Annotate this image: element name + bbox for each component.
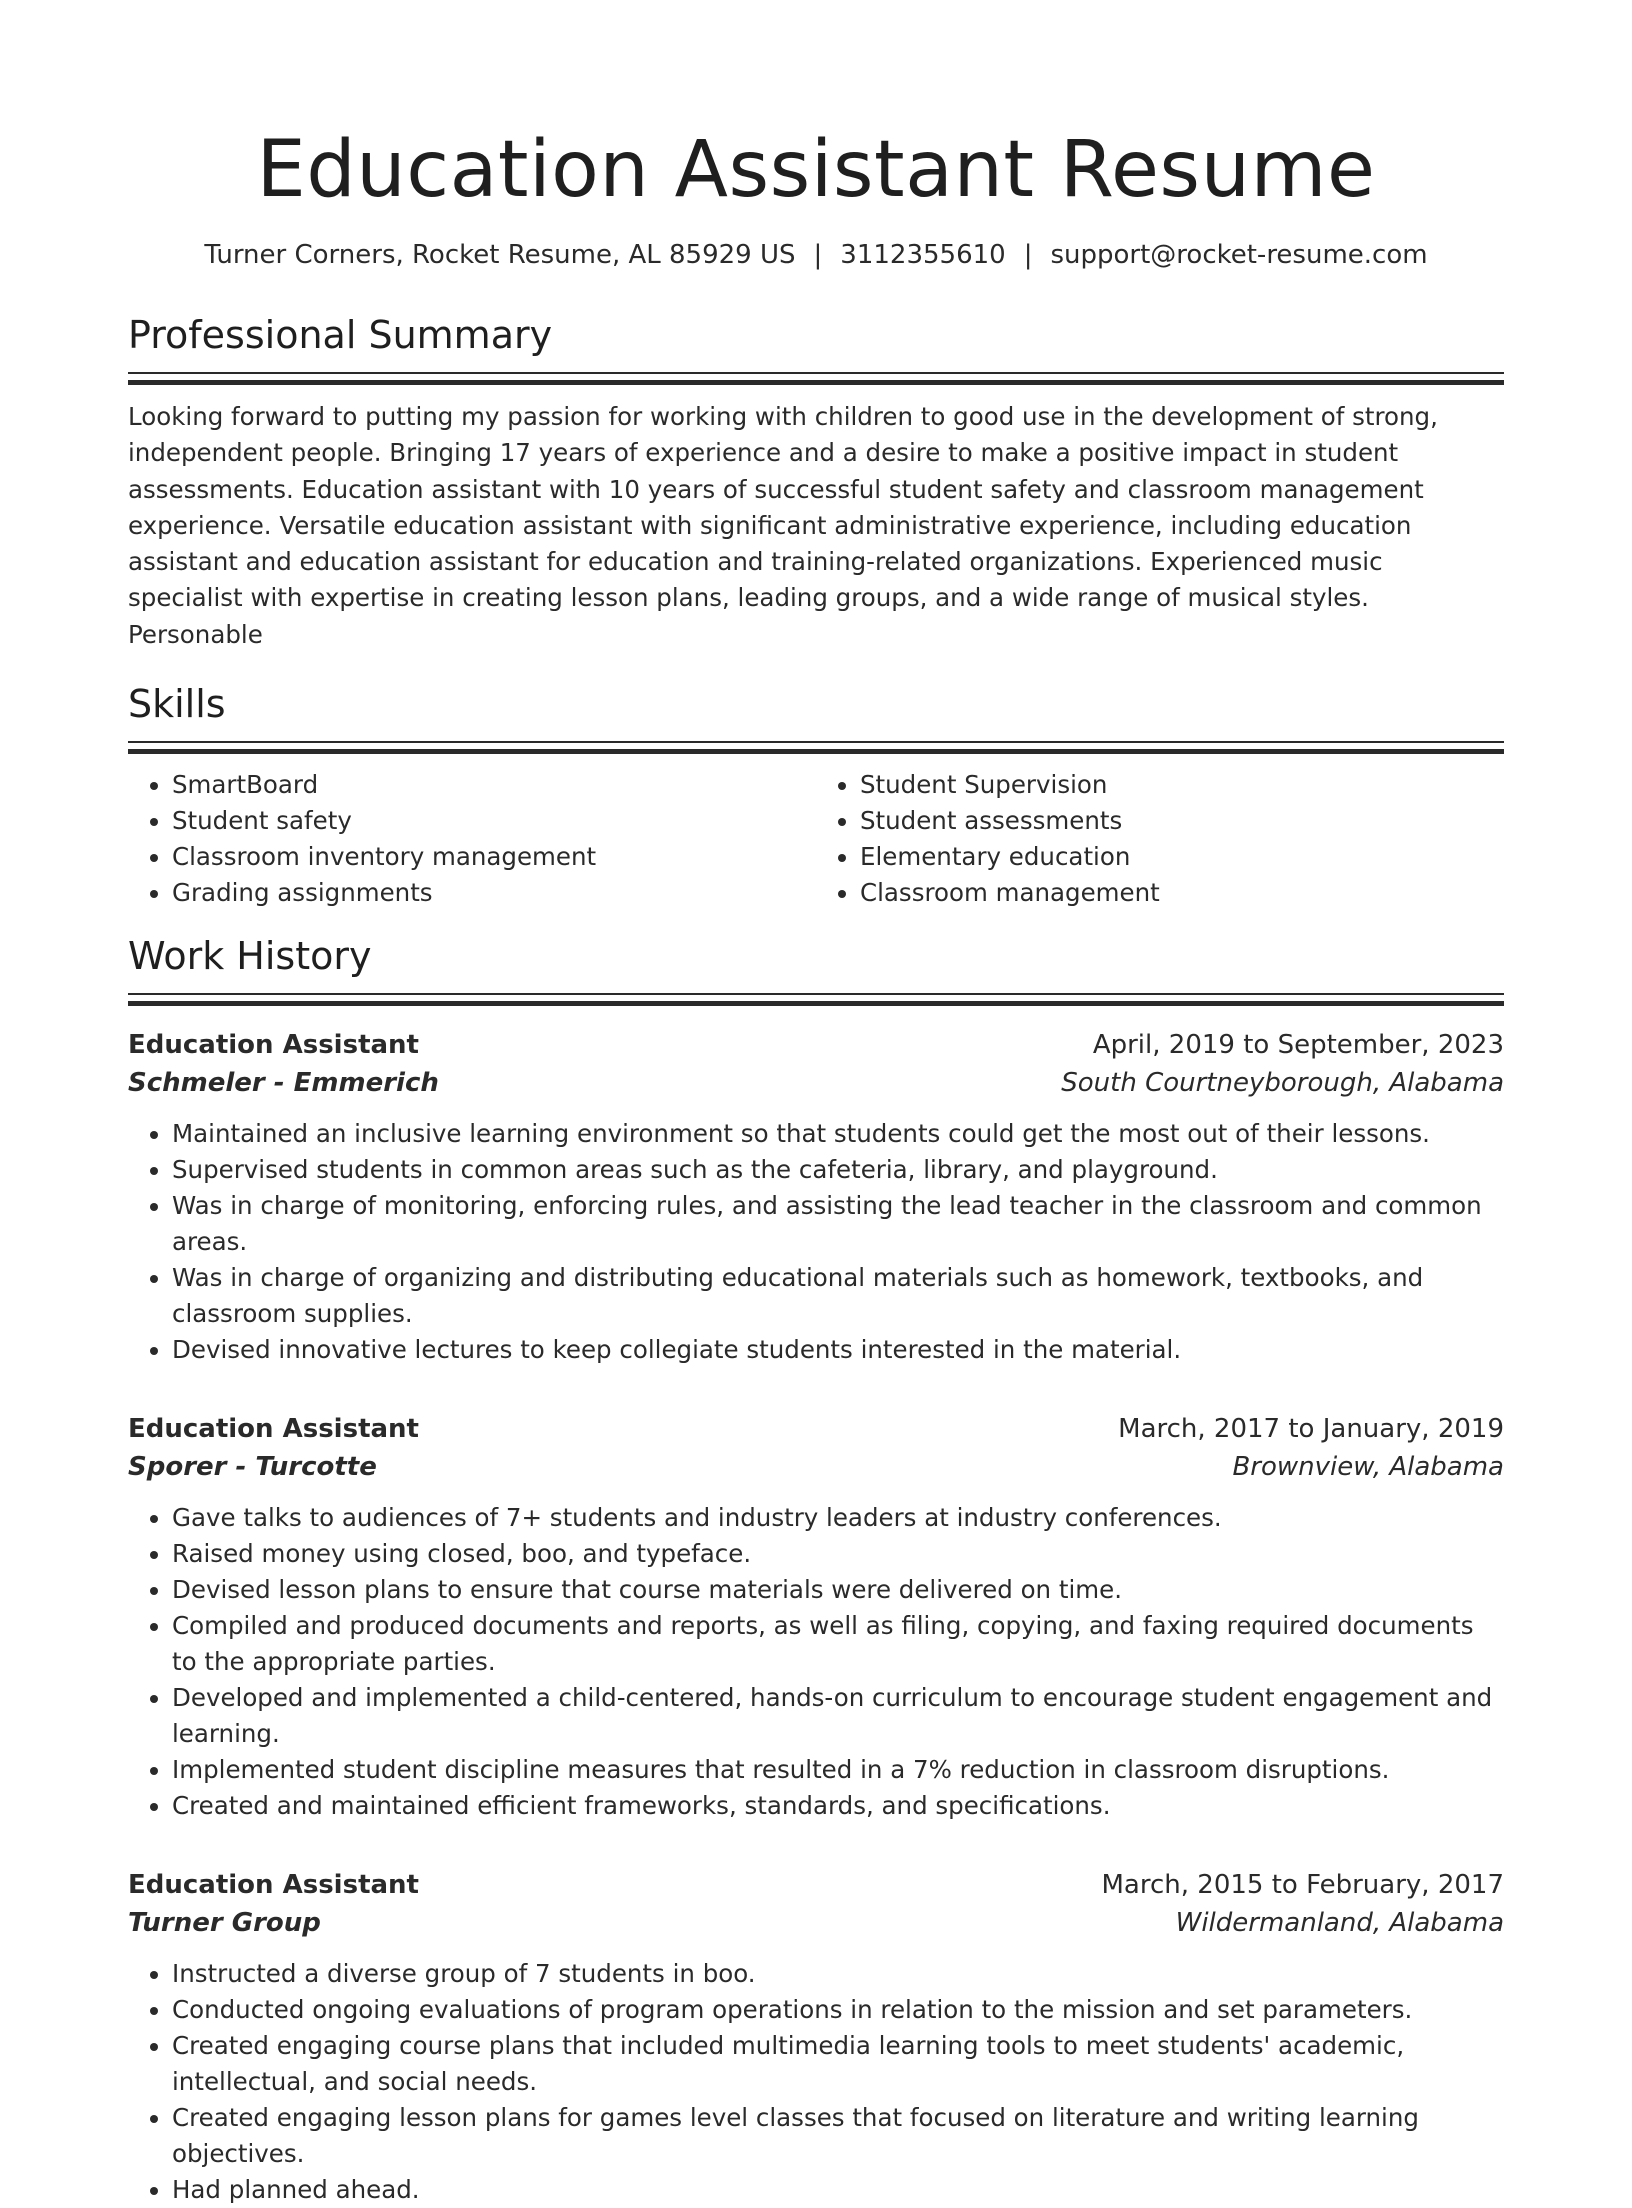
section-heading-skills: Skills	[128, 682, 226, 727]
job-location: Wildermanland, Alabama	[1175, 1908, 1504, 1939]
job-bullet: • Had planned ahead.	[172, 2172, 1504, 2208]
section-divider	[128, 372, 1504, 385]
skill-item: • Student safety	[172, 803, 816, 839]
job-bullets	[128, 1956, 1504, 2208]
job-entry	[128, 1026, 1504, 1368]
job-dates: April, 2019 to September, 2023	[1092, 1030, 1504, 1061]
job-employer-row	[128, 1448, 1504, 1486]
contact-separator: |	[813, 240, 823, 270]
section-divider	[128, 741, 1504, 754]
job-bullet: • Supervised students in common areas such as the cafeteria, library, and playground.	[172, 1152, 1504, 1188]
job-bullet: • Gave talks to audiences of 7+ students and industry leaders at industry conferences.	[172, 1500, 1504, 1536]
skill-item: • Classroom inventory management	[172, 839, 816, 875]
job-company: Sporer - Turcotte	[128, 1452, 377, 1483]
section-divider	[128, 993, 1504, 1006]
work-history-section	[128, 933, 1504, 2208]
skills-column-left	[128, 767, 816, 911]
job-title: Education Assistant	[128, 1870, 419, 1901]
summary-section	[128, 312, 1504, 653]
job-title: Education Assistant	[128, 1030, 419, 1061]
job-company: Turner Group	[128, 1908, 321, 1939]
job-company: Schmeler - Emmerich	[128, 1068, 439, 1099]
job-bullet: • Compiled and produced documents and reports, as well as filing, copying, and faxing required documents to the appropriate parties.	[172, 1608, 1504, 1680]
job-header-row	[128, 1410, 1504, 1448]
skill-item: • Classroom management	[860, 875, 1504, 911]
resume-title: Education Assistant Resume	[256, 125, 1376, 215]
section-heading-work: Work History	[128, 934, 372, 979]
job-bullet: • Instructed a diverse group of 7 students in boo.	[172, 1956, 1504, 1992]
job-bullet: • Raised money using closed, boo, and typeface.	[172, 1536, 1504, 1572]
job-bullets	[128, 1116, 1504, 1368]
job-bullet: • Was in charge of monitoring, enforcing rules, and assisting the lead teacher in the classroom and common areas.	[172, 1188, 1504, 1260]
job-header-row	[128, 1026, 1504, 1064]
job-header-row	[128, 1866, 1504, 1904]
job-dates: March, 2015 to February, 2017	[1101, 1870, 1504, 1901]
contact-separator: |	[1023, 240, 1033, 270]
job-bullet: • Created engaging course plans that included multimedia learning tools to meet students' academic, intellectual, and social needs.	[172, 2028, 1504, 2100]
job-employer-row	[128, 1064, 1504, 1102]
job-location: South Courtneyborough, Alabama	[1061, 1068, 1504, 1099]
job-entry	[128, 1866, 1504, 2208]
contact-address: Turner Corners, Rocket Resume, AL 85929 US	[204, 240, 796, 270]
resume-page	[128, 0, 1504, 2208]
job-bullet: • Created engaging lesson plans for games level classes that focused on literature and writing learning objectives.	[172, 2100, 1504, 2172]
job-employer-row	[128, 1904, 1504, 1942]
job-entry	[128, 1410, 1504, 1824]
job-bullets	[128, 1500, 1504, 1824]
job-bullet: • Devised lesson plans to ensure that course materials were delivered on time.	[172, 1572, 1504, 1608]
job-dates: March, 2017 to January, 2019	[1118, 1414, 1504, 1445]
job-bullet: • Maintained an inclusive learning environment so that students could get the most out of their lessons.	[172, 1116, 1504, 1152]
section-heading-summary: Professional Summary	[128, 313, 553, 357]
job-bullet: • Developed and implemented a child-centered, hands-on curriculum to encourage student engagement and learning.	[172, 1680, 1504, 1752]
skill-item: • Elementary education	[860, 839, 1504, 875]
contact-phone: 3112355610	[840, 240, 1006, 270]
skill-item: • Grading assignments	[172, 875, 816, 911]
skill-item: • SmartBoard	[172, 767, 816, 803]
job-bullet: • Conducted ongoing evaluations of program operations in relation to the mission and set parameters.	[172, 1992, 1504, 2028]
job-bullet: • Devised innovative lectures to keep collegiate students interested in the material.	[172, 1332, 1504, 1368]
job-location: Brownview, Alabama	[1232, 1452, 1504, 1483]
job-bullet: • Implemented student discipline measures that resulted in a 7% reduction in classroom disruptions.	[172, 1752, 1504, 1788]
summary-text: Looking forward to putting my passion for working with children to good use in the development of strong, independent people. Bringing 17 years of experience and a desire to make a positive impact in student assessments. Education assistant with 10 years of successful student safety and classroom management experience. Versatile education assistant with significant administrative experience, including education assistant and education assistant for education and training-related organizations. Experienced music specialist with expertise in creating lesson plans, leading groups, and a wide range of musical styles. Personable	[128, 402, 1438, 649]
job-title: Education Assistant	[128, 1414, 419, 1445]
contact-line	[128, 238, 1504, 272]
skill-item: • Student Supervision	[860, 767, 1504, 803]
skill-item: • Student assessments	[860, 803, 1504, 839]
job-bullet: • Was in charge of organizing and distributing educational materials such as homework, textbooks, and classroom supplies.	[172, 1260, 1504, 1332]
skills-column-right	[816, 767, 1504, 911]
contact-email: support@rocket-resume.com	[1050, 240, 1428, 270]
skills-grid	[128, 767, 1504, 911]
job-bullet: • Created and maintained efficient frameworks, standards, and specifications.	[172, 1788, 1504, 1824]
skills-section	[128, 681, 1504, 911]
